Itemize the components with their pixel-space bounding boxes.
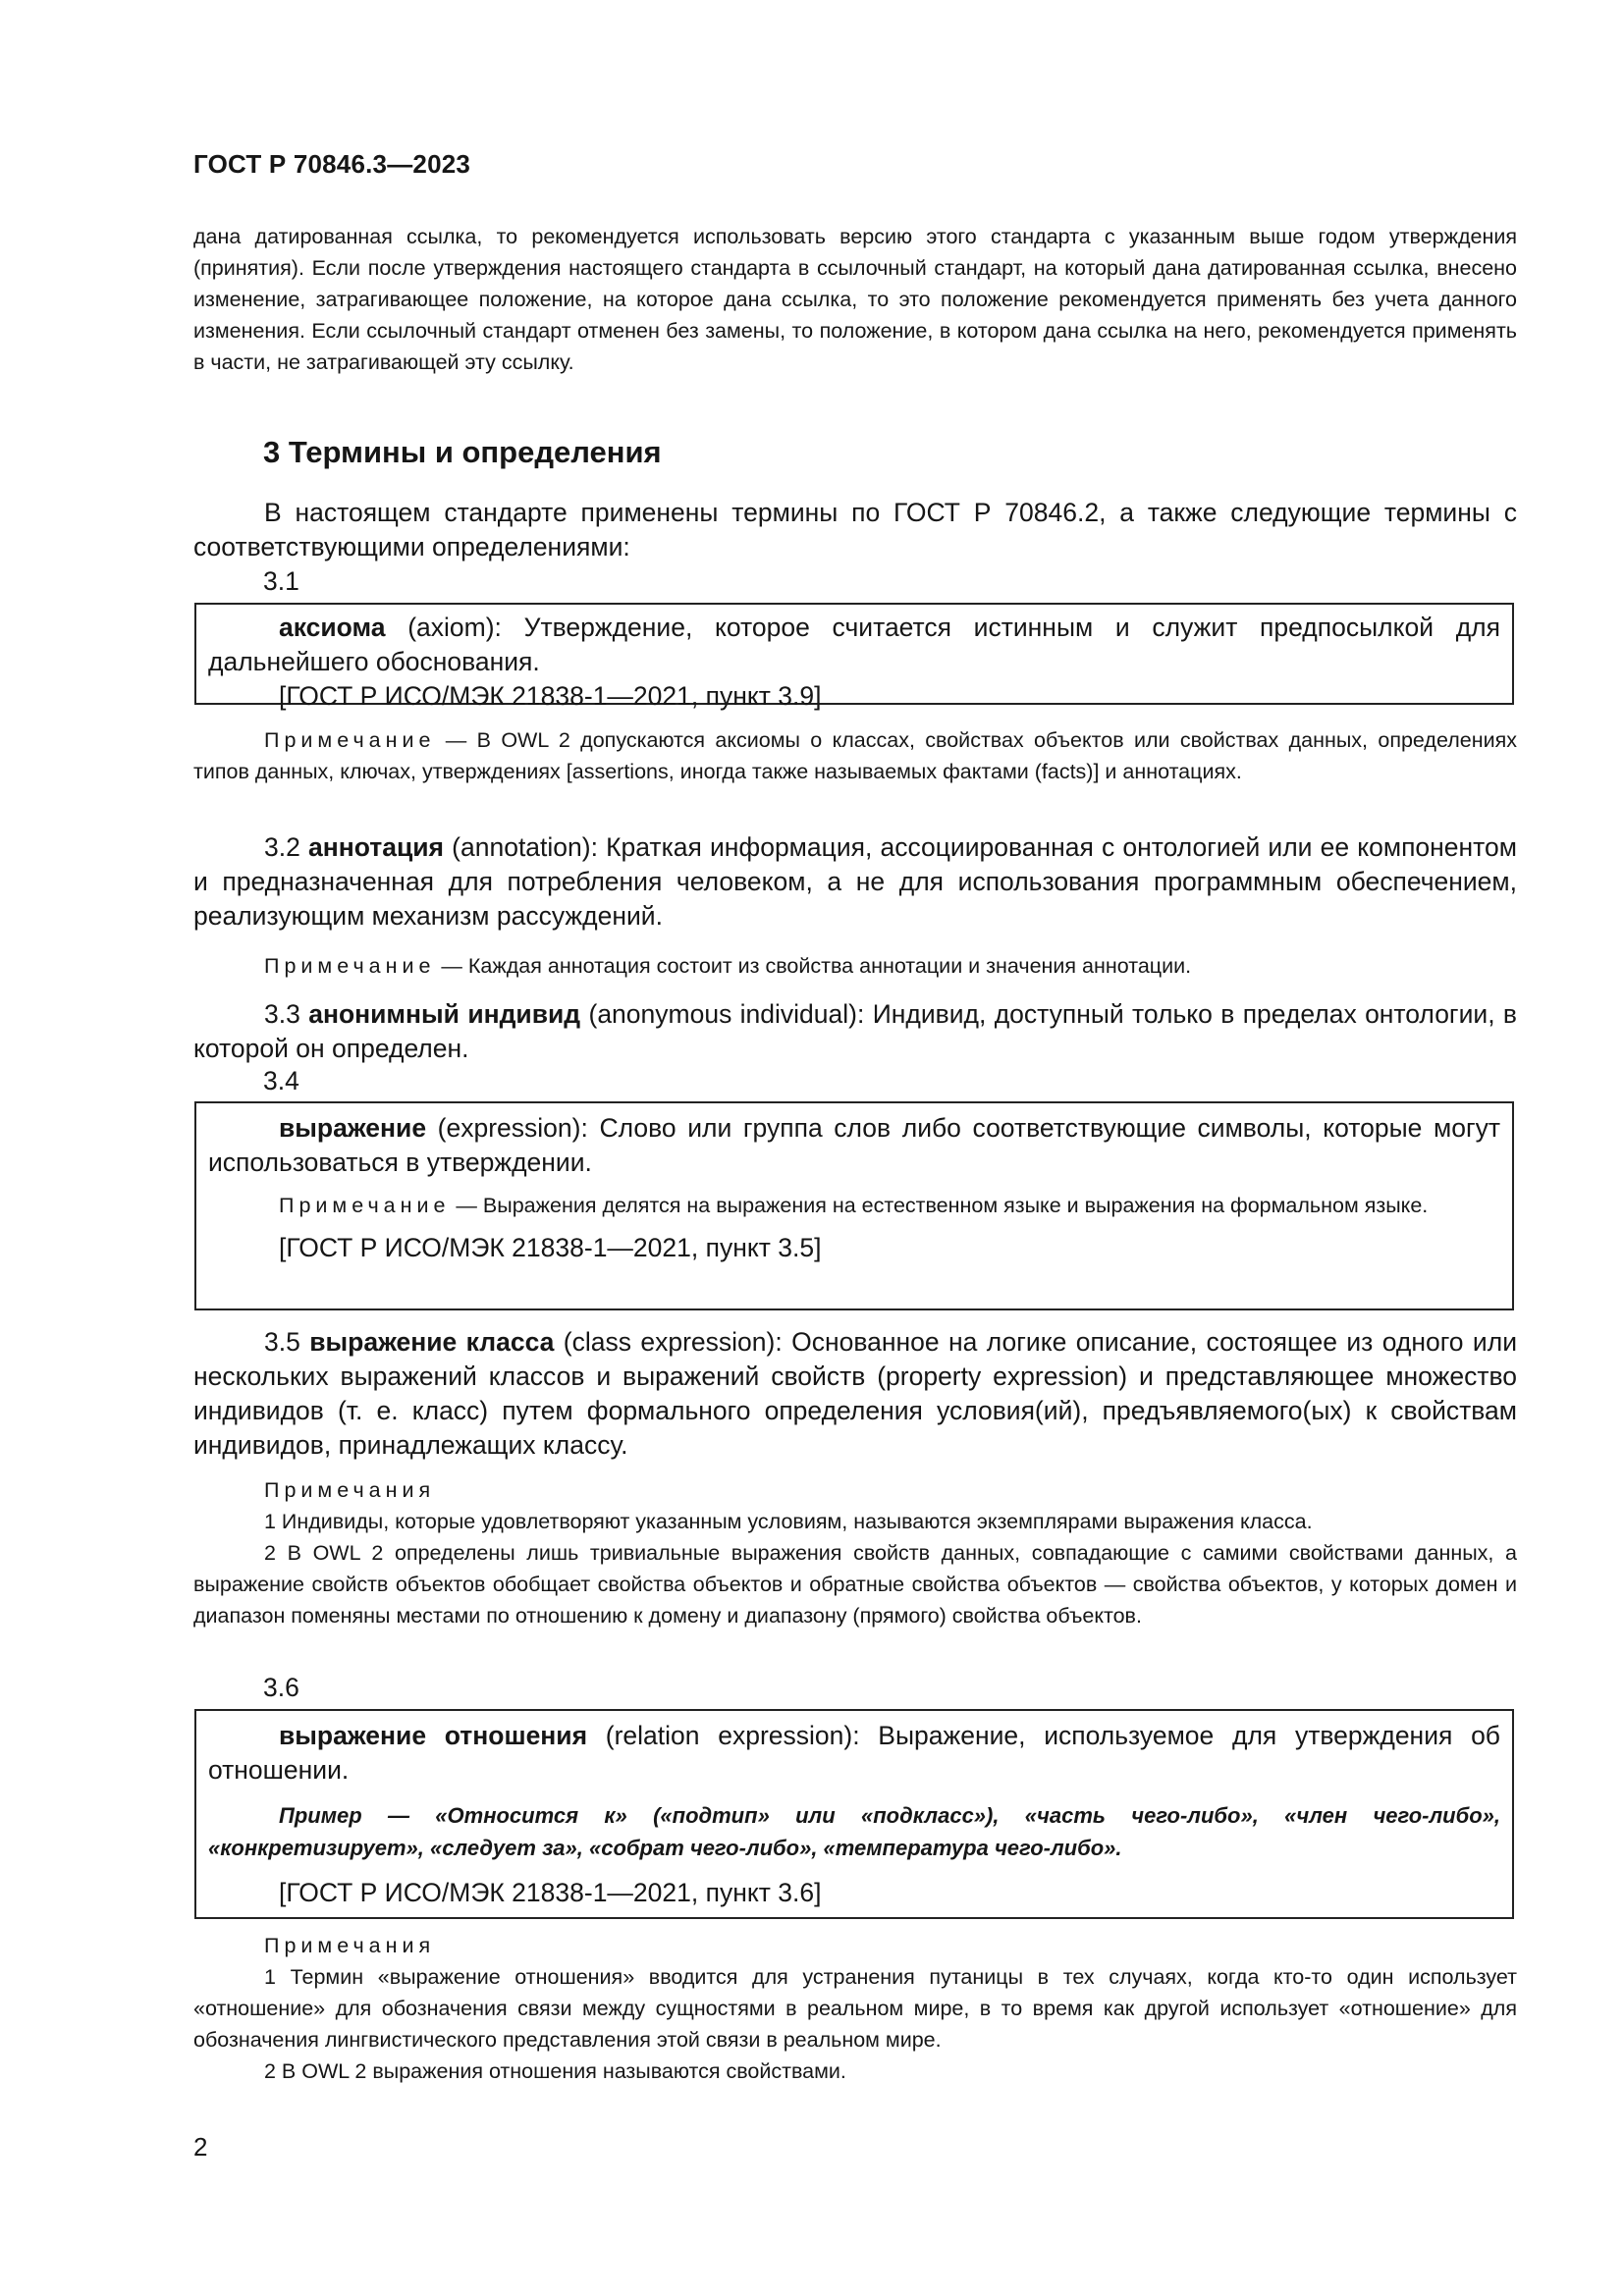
example-3-6: Пример — «Относится к» («подтип» или «подкласс»), «часть чего-либо», «член чего-либо», «конкретизирует», «следует за», «собрат чего-либо», «температура чего-либо».	[208, 1803, 1500, 1860]
definition-3-3: (anonymous individual): Индивид, доступный только в пределах онтологии, в которой он определен.	[193, 999, 1517, 1063]
term-number-3-4: 3.4	[263, 1066, 299, 1095]
term-3-1: аксиома	[279, 613, 386, 642]
section-title: 3 Термины и определения	[263, 435, 662, 469]
definition-3-1: (axiom): Утверждение, которое считается истинным и служит предпосылкой для дальнейшего обоснования.	[208, 613, 1500, 676]
term-box-3-4	[194, 1101, 1514, 1310]
term-number-3-5: 3.5	[264, 1327, 300, 1357]
definition-3-5: (class expression): Основанное на логике описание, состоящее из одного или нескольких выражений классов и выражений свойств (property expression) и представляющее множество индивидов (т. е. класс) путем формального определения условия(ий), предъявляемого(ых) к свойствам индивидов, принадлежащих классу.	[193, 1327, 1517, 1460]
source-3-1: [ГОСТ Р ИСО/МЭК 21838-1—2021, пункт 3.9]	[279, 681, 822, 711]
term-3-6: выражение отношения	[279, 1721, 588, 1750]
term-number-3-3: 3.3	[264, 999, 300, 1029]
term-box-3-6	[194, 1709, 1514, 1919]
note-3-1	[193, 724, 1517, 787]
definition-3-4: (expression): Слово или группа слов либо соответствующие символы, которые могут использоваться в утверждении.	[208, 1113, 1500, 1177]
definition-3-2: (annotation): Краткая информация, ассоциированная с онтологией или ее компонентом и предназначенная для потребления человеком, а не для использования программным обеспечением, реализующим механизм рассуждений.	[193, 832, 1517, 931]
term-entry-3-5	[193, 1325, 1517, 1463]
source-3-4: [ГОСТ Р ИСО/МЭК 21838-1—2021, пункт 3.5]	[279, 1233, 822, 1262]
term-number-3-2: 3.2	[264, 832, 300, 862]
note2-3-6: 2 В OWL 2 выражения отношения называются свойствами.	[264, 2059, 846, 2083]
note-label-3-1: Примечание	[264, 728, 436, 752]
note1-3-5: 1 Индивиды, которые удовлетворяют указанным условиям, называются экземплярами выражения класса.	[264, 1510, 1313, 1533]
definition-3-6: (relation expression): Выражение, используемое для утверждения об отношении.	[208, 1721, 1500, 1785]
source-3-6: [ГОСТ Р ИСО/МЭК 21838-1—2021, пункт 3.6]	[279, 1878, 822, 1907]
note-label-3-4: Примечание	[279, 1194, 451, 1217]
note-text-3-4: — Выражения делятся на выражения на естественном языке и выражения на формальном языке.	[450, 1194, 1429, 1217]
term-number-3-1: 3.1	[263, 566, 299, 596]
page-number: 2	[193, 2132, 208, 2162]
notes-3-6	[193, 1930, 1517, 2087]
notes-label-3-5: Примечания	[264, 1478, 436, 1502]
note-text-3-1: — В OWL 2 допускаются аксиомы о классах, свойствах объектов или свойствах данных, определениях типов данных, ключах, утверждениях [assertions, иногда также называемых фактами (facts)] и аннотациях.	[193, 728, 1517, 783]
term-3-3: анонимный индивид	[308, 999, 581, 1029]
note-text-3-2: — Каждая аннотация состоит из свойства аннотации и значения аннотации.	[435, 954, 1192, 978]
term-entry-3-3	[193, 997, 1517, 1066]
term-box-3-1	[194, 603, 1514, 711]
term-entry-3-2	[193, 830, 1517, 934]
notes-3-5	[193, 1474, 1517, 1631]
notes-label-3-6: Примечания	[264, 1934, 436, 1957]
intro-paragraph: дана датированная ссылка, то рекомендуется использовать версию этого стандарта с указанным выше годом утверждения (принятия). Если после утверждения настоящего стандарта в ссылочный стандарт, на который дана датированная ссылка, внесено изменение, затрагивающее положение, на которое дана ссылка, то это положение рекомендуется применять без учета данного изменения. Если ссылочный стандарт отменен без замены, то положение, в котором дана ссылка на него, рекомендуется применять в части, не затрагивающей эту ссылку.	[193, 225, 1517, 374]
note1-3-6: 1 Термин «выражение отношения» вводится для устранения путаницы в тех случаях, когда кто-то один использует «отношение» для обозначения связи между сущностями в реальном мире, в то время как другой использует «отношение» для обозначения лингвистического представления этой связи в реальном мире.	[193, 1965, 1517, 2052]
term-3-5: выражение класса	[309, 1327, 555, 1357]
standard-header: ГОСТ Р 70846.3—2023	[193, 149, 471, 179]
term-3-4: выражение	[279, 1113, 427, 1143]
note-label-3-2: Примечание	[264, 954, 436, 978]
note2-3-5: 2 В OWL 2 определены лишь тривиальные выражения свойств данных, совпадающие с самими свойствами данных, а выражение свойств объектов обобщает свойства объектов и обратные свойства объектов — свойства объектов, у которых домен и диапазон поменяны местами по отношению к домену и диапазону (прямого) свойства объектов.	[193, 1541, 1517, 1628]
term-number-3-6: 3.6	[263, 1673, 299, 1702]
term-3-2: аннотация	[307, 832, 445, 862]
note-3-2	[193, 950, 1517, 982]
section-lead: В настоящем стандарте применены термины по ГОСТ Р 70846.2, а также следующие термины с соответствующими определениями:	[193, 498, 1517, 561]
